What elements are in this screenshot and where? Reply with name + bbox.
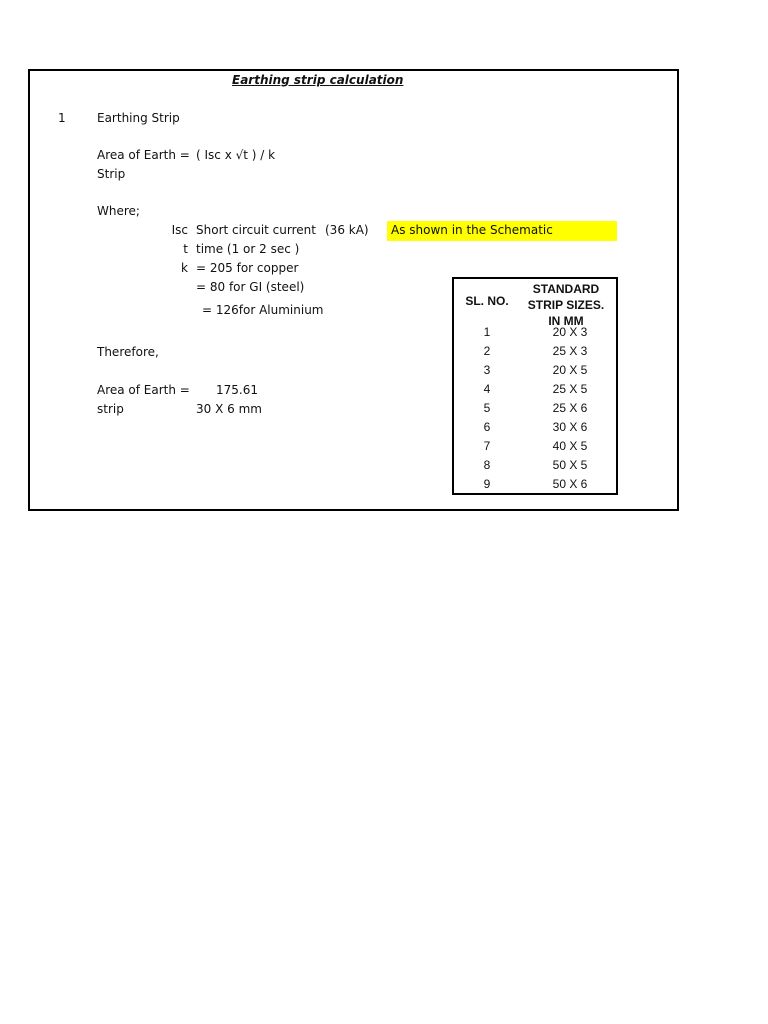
row-size: 25 X 3 — [552, 344, 588, 358]
isc-value: (36 kA) — [325, 223, 369, 237]
k-symbol: k — [181, 261, 188, 275]
table-row — [454, 458, 616, 477]
table-row — [454, 477, 616, 496]
t-description: time (1 or 2 sec ) — [196, 242, 300, 256]
calculation-sheet — [28, 69, 679, 511]
area-label-line2: Strip — [97, 167, 126, 181]
k-copper: = 205 for copper — [196, 261, 299, 275]
row-size: 50 X 5 — [552, 458, 588, 472]
table-row — [454, 420, 616, 439]
row-size: 20 X 5 — [552, 363, 588, 377]
standard-strip-table — [452, 277, 618, 495]
table-row — [454, 439, 616, 458]
table-row — [454, 401, 616, 420]
header-std-line1: STANDARD — [532, 282, 600, 296]
row-size: 50 X 6 — [552, 477, 588, 491]
table-row — [454, 325, 616, 344]
page-title: Earthing strip calculation — [232, 73, 404, 87]
isc-symbol: Isc — [171, 223, 188, 237]
row-sl: 2 — [483, 344, 491, 358]
row-sl: 8 — [483, 458, 491, 472]
result-label-line2: strip — [97, 402, 124, 416]
header-sl-no: SL. NO. — [465, 294, 509, 308]
header-std-line2: STRIP SIZES. — [527, 298, 605, 312]
isc-description: Short circuit current — [196, 223, 316, 237]
k-gi: = 80 for GI (steel) — [196, 280, 305, 294]
header-standard-sizes — [514, 281, 618, 329]
row-sl: 4 — [483, 382, 491, 396]
table-row — [454, 344, 616, 363]
row-sl: 9 — [483, 477, 491, 491]
isc-note: As shown in the Schematic — [391, 223, 553, 237]
table-row — [454, 382, 616, 401]
row-size: 40 X 5 — [552, 439, 588, 453]
table-body — [454, 325, 616, 496]
formula: ( Isc x √t ) / k — [196, 148, 276, 162]
header-std-line3: IN MM — [548, 314, 584, 328]
table-row — [454, 363, 616, 382]
area-label-line1: Area of Earth = — [97, 148, 190, 162]
result-value: 175.61 — [216, 383, 258, 397]
t-symbol: t — [183, 242, 188, 256]
row-sl: 5 — [483, 401, 491, 415]
where-label: Where; — [97, 204, 140, 218]
row-sl: 3 — [483, 363, 491, 377]
item-number: 1 — [58, 111, 66, 125]
row-sl: 7 — [483, 439, 491, 453]
row-size: 20 X 3 — [552, 325, 588, 339]
row-sl: 6 — [483, 420, 491, 434]
row-size: 25 X 5 — [552, 382, 588, 396]
result-size: 30 X 6 mm — [196, 402, 262, 416]
row-size: 25 X 6 — [552, 401, 588, 415]
row-size: 30 X 6 — [552, 420, 588, 434]
k-aluminium: = 126for Aluminium — [202, 303, 324, 317]
item-heading: Earthing Strip — [97, 111, 180, 125]
result-label-line1: Area of Earth = — [97, 383, 190, 397]
row-sl: 1 — [483, 325, 491, 339]
therefore-label: Therefore, — [97, 345, 159, 359]
